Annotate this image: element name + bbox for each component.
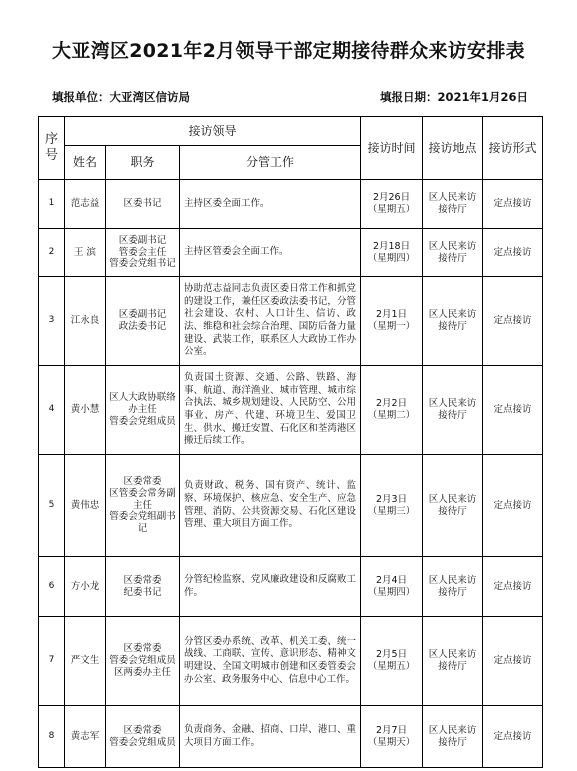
cell-duties: 负责财政、税务、国有资产、统计、监察、环境保护、核应急、安全生产、应急管理、消防、公共资源交易、石化区建设管理、重大项目方面工作。	[180, 455, 361, 557]
cell-form: 定点接访	[483, 229, 543, 277]
cell-form: 定点接访	[483, 277, 543, 366]
cell-place: 区人民来访 接待厅	[423, 229, 483, 277]
cell-place: 区人民来访 接待厅	[423, 180, 483, 229]
cell-duties: 主持区委全面工作。	[180, 180, 361, 229]
cell-form: 定点接访	[483, 180, 543, 229]
cell-form: 定点接访	[483, 617, 543, 706]
cell-no: 2	[39, 229, 65, 277]
cell-position: 区人大政协联络办主任 管委会党组成员	[106, 366, 180, 455]
cell-duties: 负责国土资源、交通、公路、铁路、海事、航道、海洋渔业、城市管理、城市综合执法、城乡规划建设、人民防空、公用事业、房产、代建、环境卫生、爱国卫生、供水、搬迁安置、石化区和荃湾港区搬迁后续工作。	[180, 366, 361, 455]
cell-no: 8	[39, 706, 65, 768]
cell-position: 区委常委 区管委会常务副主任 管委会党组副书记	[106, 455, 180, 557]
cell-name: 范志益	[65, 180, 106, 229]
header-place: 接访地点	[423, 117, 483, 180]
cell-place: 区人民来访 接待厅	[423, 455, 483, 557]
cell-name: 黄志军	[65, 706, 106, 768]
cell-position: 区委常委 管委会党组成员 区两委办主任	[106, 617, 180, 706]
cell-name: 江永良	[65, 277, 106, 366]
table-row	[39, 706, 543, 768]
cell-duties: 分管纪检监察、党风廉政建设和反腐败工作。	[180, 557, 361, 617]
cell-name: 方小龙	[65, 557, 106, 617]
cell-position: 区委副书记 管委会主任 管委会党组书记	[106, 229, 180, 277]
header-seq: 序 号	[39, 117, 65, 180]
cell-place: 区人民来访 接待厅	[423, 557, 483, 617]
table-row	[39, 617, 543, 706]
cell-no: 4	[39, 366, 65, 455]
cell-position: 区委常委 纪委书记	[106, 557, 180, 617]
cell-time: 2月18日 （星期四）	[361, 229, 423, 277]
cell-no: 6	[39, 557, 65, 617]
header-leader-group: 接访领导	[65, 117, 361, 146]
cell-position: 区委书记	[106, 180, 180, 229]
header-form: 接访形式	[483, 117, 543, 180]
cell-time: 2月4日 （星期四）	[361, 557, 423, 617]
cell-position: 区委副书记 政法委书记	[106, 277, 180, 366]
cell-duties: 负责商务、金融、招商、口岸、港口、重大项目方面工作。	[180, 706, 361, 768]
header-name: 姓名	[65, 146, 106, 180]
cell-time: 2月3日 （星期三）	[361, 455, 423, 557]
cell-place: 区人民来访 接待厅	[423, 617, 483, 706]
cell-name: 黄伟忠	[65, 455, 106, 557]
cell-name: 严文生	[65, 617, 106, 706]
header-time: 接访时间	[361, 117, 423, 180]
cell-no: 7	[39, 617, 65, 706]
table-row	[39, 366, 543, 455]
reporting-unit: 填报单位：大亚湾区信访局	[52, 90, 190, 104]
cell-form: 定点接访	[483, 557, 543, 617]
cell-time: 2月26日 （星期五）	[361, 180, 423, 229]
cell-place: 区人民来访 接待厅	[423, 366, 483, 455]
cell-time: 2月5日 （星期五）	[361, 617, 423, 706]
cell-no: 1	[39, 180, 65, 229]
cell-place: 区人民来访 接待厅	[423, 277, 483, 366]
table-row	[39, 229, 543, 277]
cell-name: 黄小慧	[65, 366, 106, 455]
cell-name: 王 滨	[65, 229, 106, 277]
cell-no: 3	[39, 277, 65, 366]
cell-place: 区人民来访 接待厅	[423, 706, 483, 768]
cell-form: 定点接访	[483, 706, 543, 768]
table-row	[39, 180, 543, 229]
cell-duties: 协助范志益同志负责区委日常工作和抓党的建设工作，兼任区委政法委书记，分管社会建设、农村、人口计生、信访、政法、维稳和社会综合治理、国防后备力量建设、武装工作，联系区人大政协工作办公室。	[180, 277, 361, 366]
table-row	[39, 557, 543, 617]
table-row	[39, 277, 543, 366]
page-title: 大亚湾区2021年2月领导干部定期接待群众来访安排表	[52, 40, 525, 62]
header-duties: 分管工作	[180, 146, 361, 180]
cell-form: 定点接访	[483, 366, 543, 455]
reporting-date: 填报日期：2021年1月26日	[380, 90, 529, 104]
cell-duties: 分管区委办系统、改革、机关工委、统一战线、工商联、宣传、意识形态、精神文明建设、全国文明城市创建和区委管委会办公室、政务服务中心、信息中心工作。	[180, 617, 361, 706]
cell-time: 2月7日 （星期天）	[361, 706, 423, 768]
cell-form: 定点接访	[483, 455, 543, 557]
cell-time: 2月2日 （星期二）	[361, 366, 423, 455]
cell-time: 2月1日 （星期一）	[361, 277, 423, 366]
table-row	[39, 455, 543, 557]
header-position: 职务	[106, 146, 180, 180]
cell-position: 区委常委 管委会党组成员	[106, 706, 180, 768]
cell-no: 5	[39, 455, 65, 557]
cell-duties: 主持区管委会全面工作。	[180, 229, 361, 277]
reception-schedule-table	[38, 116, 543, 768]
